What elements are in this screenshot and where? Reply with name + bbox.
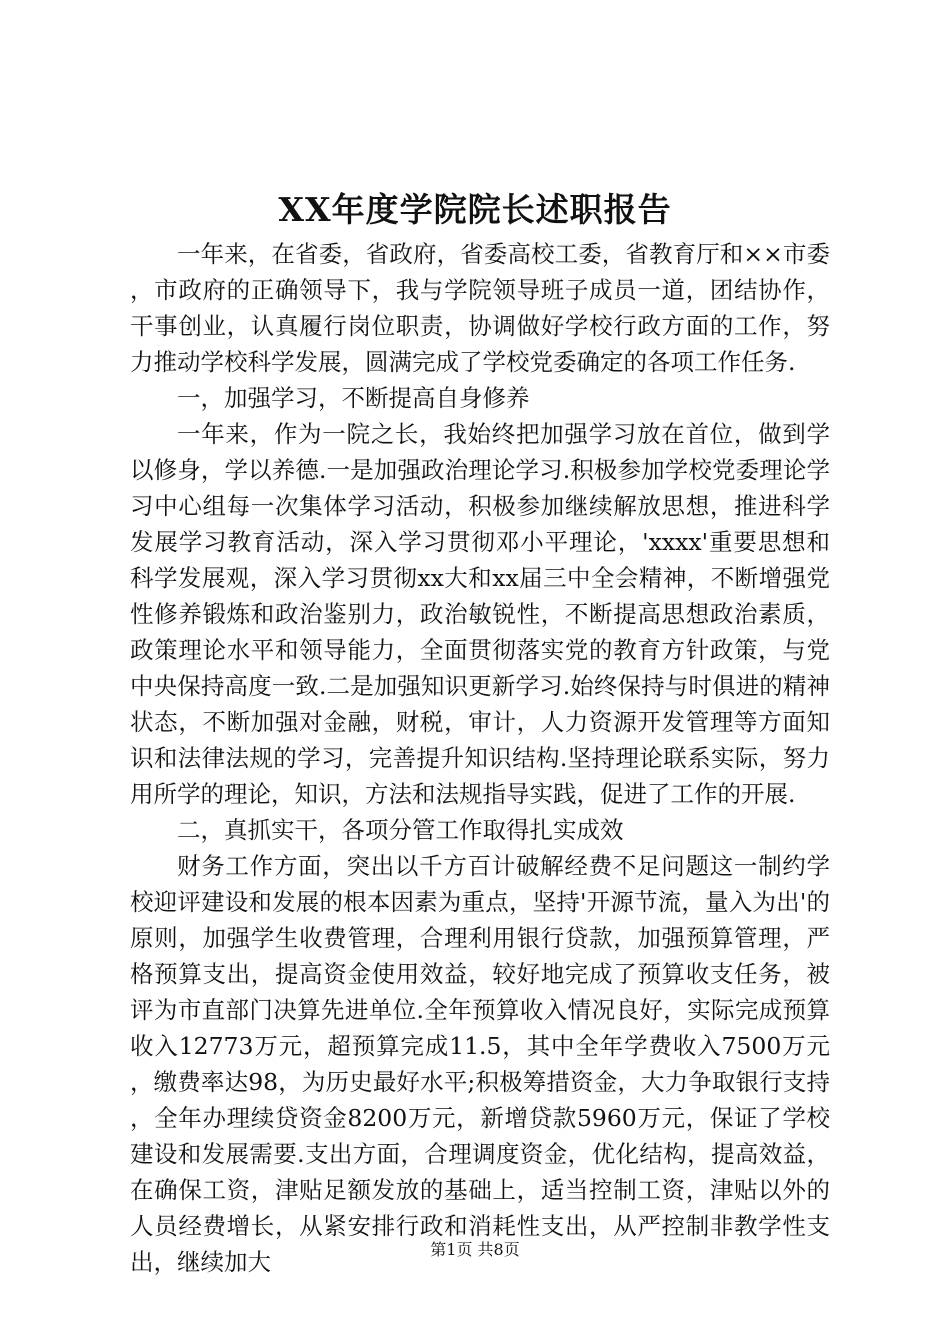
- page-footer: 第1页 共8页: [430, 1240, 520, 1259]
- section-heading-2: 二，真抓实干，各项分管工作取得扎实成效: [177, 816, 624, 844]
- paragraph-intro: 一年来，在省委，省政府，省委高校工委，省教育厅和××市委，市政府的正确领导下，我与学院领导班子成员一道，团结协作，干事创业，认真履行岗位职责，协调做好学校行政方面的工作，努力推动学校科学发展，圆满完成了学校党委确定的各项工作任务.: [130, 240, 830, 376]
- paragraph-study: 一年来，作为一院之长，我始终把加强学习放在首位，做到学以修身，学以养德.一是加强政治理论学习.积极参加学校党委理论学习中心组每一次集体学习活动，积极参加继续解放思想，推进科学发展学习教育活动，深入学习贯彻邓小平理论，'xxxx'重要思想和科学发展观，深入学习贯彻xx大和xx届三中全会精神，不断增强党性修养锻炼和政治鉴别力，政治敏锐性，不断提高思想政治素质，政策理论水平和领导能力，全面贯彻落实党的教育方针政策，与党中央保持高度一致.二是加强知识更新学习.始终保持与时俱进的精神状态，不断加强对金融，财税，审计，人力资源开发管理等方面知识和法律法规的学习，完善提升知识结构.坚持理论联系实际，努力用所学的理论，知识，方法和法规指导实践，促进了工作的开展.: [130, 420, 830, 808]
- document-body: [130, 236, 830, 1280]
- section-heading-1: 一，加强学习，不断提高自身修养: [177, 384, 530, 412]
- paragraph-finance: 财务工作方面，突出以千方百计破解经费不足问题这一制约学校迎评建设和发展的根本因素为重点，坚持'开源节流，量入为出'的原则，加强学生收费管理，合理利用银行贷款，加强预算管理，严格预算支出，提高资金使用效益，较好地完成了预算收支任务，被评为市直部门决算先进单位.全年预算收入情况良好，实际完成预算收入12773万元，超预算完成11.5，其中全年学费收入7500万元，缴费率达98，为历史最好水平;积极筹措资金，大力争取银行支持，全年办理续贷资金8200万元，新增贷款5960万元，保证了学校建设和发展需要.支出方面，合理调度资金，优化结构，提高效益，在确保工资，津贴足额发放的基础上，适当控制工资，津贴以外的人员经费增长，从紧安排行政和消耗性支出，从严控制非教学性支出，继续加大: [130, 852, 830, 1276]
- document-title: XX年度学院院长述职报告: [278, 190, 672, 229]
